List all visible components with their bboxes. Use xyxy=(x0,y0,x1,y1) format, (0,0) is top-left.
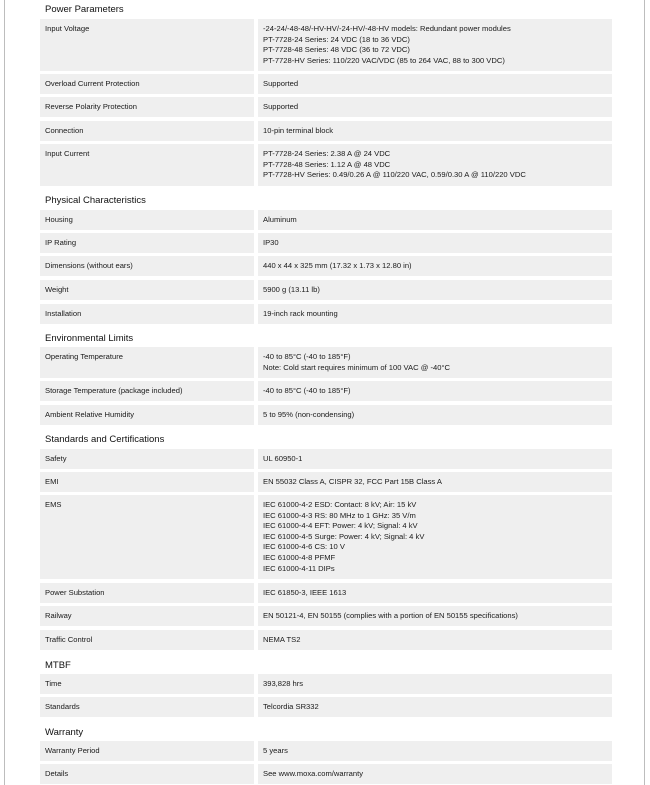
spec-value-line: 393,828 hrs xyxy=(263,679,304,688)
spec-row xyxy=(40,381,612,401)
spec-row xyxy=(40,280,612,300)
spec-row xyxy=(40,630,612,650)
spec-value-line: Supported xyxy=(263,79,299,88)
spec-value-line: 5 to 95% (non-condensing) xyxy=(263,410,355,419)
section-title: Warranty xyxy=(45,727,84,738)
spec-row xyxy=(40,674,612,694)
spec-label: Warranty Period xyxy=(40,741,254,761)
spec-label: Connection xyxy=(40,121,254,141)
spec-value-line: NEMA TS2 xyxy=(263,635,301,644)
spec-row xyxy=(40,121,612,141)
spec-row xyxy=(40,472,612,492)
spec-row xyxy=(40,347,612,378)
spec-value xyxy=(258,449,612,469)
spec-label: Railway xyxy=(40,606,254,626)
spec-value xyxy=(258,121,612,141)
spec-value-line: IEC 61000-4-3 RS: 80 MHz to 1 GHz: 35 V/m xyxy=(263,510,416,520)
spec-value-line: PT-7728-24 Series: 24 VDC (18 to 36 VDC) xyxy=(263,34,410,44)
spec-label: Overload Current Protection xyxy=(40,74,254,94)
spec-value-line: Telcordia SR332 xyxy=(263,702,319,711)
spec-label: Time xyxy=(40,674,254,694)
spec-label: Operating Temperature xyxy=(40,347,254,378)
spec-value xyxy=(258,405,612,425)
spec-value-line: 5900 g (13.11 lb) xyxy=(263,285,320,294)
spec-label: IP Rating xyxy=(40,233,254,253)
spec-value-line: UL 60950-1 xyxy=(263,454,303,463)
spec-value-line: 5 years xyxy=(263,746,288,755)
spec-label: Input Current xyxy=(40,144,254,186)
spec-value-line: 440 x 44 x 325 mm (17.32 x 1.73 x 12.80 in) xyxy=(263,261,412,270)
spec-row xyxy=(40,19,612,71)
spec-value xyxy=(258,741,612,761)
spec-value xyxy=(258,97,612,117)
spec-value-line: PT-7728-48 Series: 1.12 A @ 48 VDC xyxy=(263,159,391,169)
spec-label: Standards xyxy=(40,697,254,717)
spec-label: Storage Temperature (package included) xyxy=(40,381,254,401)
spec-value-line: 19-inch rack mounting xyxy=(263,309,338,318)
spec-value-line: EN 55032 Class A, CISPR 32, FCC Part 15B Class A xyxy=(263,477,442,486)
spec-row xyxy=(40,144,612,186)
spec-label: Installation xyxy=(40,304,254,324)
spec-label: Input Voltage xyxy=(40,19,254,71)
section-title: Environmental Limits xyxy=(45,333,134,344)
spec-label: EMS xyxy=(40,495,254,579)
spec-value-line: 10-pin terminal block xyxy=(263,126,334,135)
spec-value xyxy=(258,347,612,378)
spec-value xyxy=(258,674,612,694)
spec-value xyxy=(258,304,612,324)
spec-row xyxy=(40,405,612,425)
spec-label: Housing xyxy=(40,210,254,230)
spec-value xyxy=(258,233,612,253)
spec-value xyxy=(258,74,612,94)
spec-row xyxy=(40,304,612,324)
spec-value-line: IEC 61000-4-5 Surge: Power: 4 kV; Signal: 4 kV xyxy=(263,531,425,541)
spec-value xyxy=(258,697,612,717)
spec-row xyxy=(40,583,612,603)
spec-row xyxy=(40,495,612,579)
spec-label: Safety xyxy=(40,449,254,469)
spec-row xyxy=(40,256,612,276)
spec-value xyxy=(258,256,612,276)
spec-value xyxy=(258,19,612,71)
section-title: MTBF xyxy=(45,660,71,671)
spec-label: Reverse Polarity Protection xyxy=(40,97,254,117)
spec-row xyxy=(40,210,612,230)
spec-label: Power Substation xyxy=(40,583,254,603)
spec-row xyxy=(40,449,612,469)
spec-value-line: Note: Cold start requires minimum of 100 VAC @ -40°C xyxy=(263,362,451,372)
spec-value xyxy=(258,210,612,230)
spec-value-line: PT-7728-24 Series: 2.38 A @ 24 VDC xyxy=(263,149,391,158)
spec-value xyxy=(258,630,612,650)
spec-value xyxy=(258,381,612,401)
spec-value-line: See www.moxa.com/warranty xyxy=(263,769,364,778)
spec-value xyxy=(258,583,612,603)
spec-value-line: EN 50121-4, EN 50155 (complies with a portion of EN 50155 specifications) xyxy=(263,611,518,620)
section-title: Standards and Certifications xyxy=(45,434,165,445)
spec-value-line: Aluminum xyxy=(263,215,297,224)
spec-value-line: IEC 61000-4-11 DIPs xyxy=(263,563,335,573)
spec-label: Weight xyxy=(40,280,254,300)
spec-value xyxy=(258,144,612,186)
spec-value-line: -40 to 85°C (-40 to 185°F) xyxy=(263,352,351,361)
spec-value-line: IEC 61000-4-8 PFMF xyxy=(263,552,336,562)
spec-value-line: IEC 61850-3, IEEE 1613 xyxy=(263,588,347,597)
spec-row xyxy=(40,233,612,253)
spec-row xyxy=(40,697,612,717)
spec-value-line: -24-24/-48-48/-HV-HV/-24-HV/-48-HV models: Redundant power modules xyxy=(263,24,511,33)
spec-row xyxy=(40,97,612,117)
spec-value xyxy=(258,606,612,626)
spec-row xyxy=(40,741,612,761)
spec-row xyxy=(40,74,612,94)
spec-value-line: IP30 xyxy=(263,238,279,247)
spec-label: Traffic Control xyxy=(40,630,254,650)
spec-label: Ambient Relative Humidity xyxy=(40,405,254,425)
spec-value-line: IEC 61000-4-6 CS: 10 V xyxy=(263,542,345,552)
spec-label: Details xyxy=(40,764,254,784)
spec-value xyxy=(258,495,612,579)
spec-label: Dimensions (without ears) xyxy=(40,256,254,276)
spec-value-line: -40 to 85°C (-40 to 185°F) xyxy=(263,386,351,395)
spec-value-line: IEC 61000-4-4 EFT: Power: 4 kV; Signal: 4 kV xyxy=(263,521,418,531)
spec-value xyxy=(258,280,612,300)
spec-value-line: PT-7728-48 Series: 48 VDC (36 to 72 VDC) xyxy=(263,45,410,55)
spec-value xyxy=(258,472,612,492)
spec-label: EMI xyxy=(40,472,254,492)
spec-value xyxy=(258,764,612,784)
section-title: Power Parameters xyxy=(45,4,124,15)
spec-value-line: PT-7728-HV Series: 0.49/0.26 A @ 110/220 VAC, 0.59/0.30 A @ 110/220 VDC xyxy=(263,170,526,180)
spec-row xyxy=(40,606,612,626)
spec-value-line: IEC 61000-4-2 ESD: Contact: 8 kV; Air: 15 kV xyxy=(263,500,417,509)
spec-value-line: Supported xyxy=(263,102,299,111)
section-title: Physical Characteristics xyxy=(45,195,146,206)
spec-row xyxy=(40,764,612,784)
spec-value-line: PT-7728-HV Series: 110/220 VAC/VDC (85 to 264 VAC, 88 to 300 VDC) xyxy=(263,55,505,65)
